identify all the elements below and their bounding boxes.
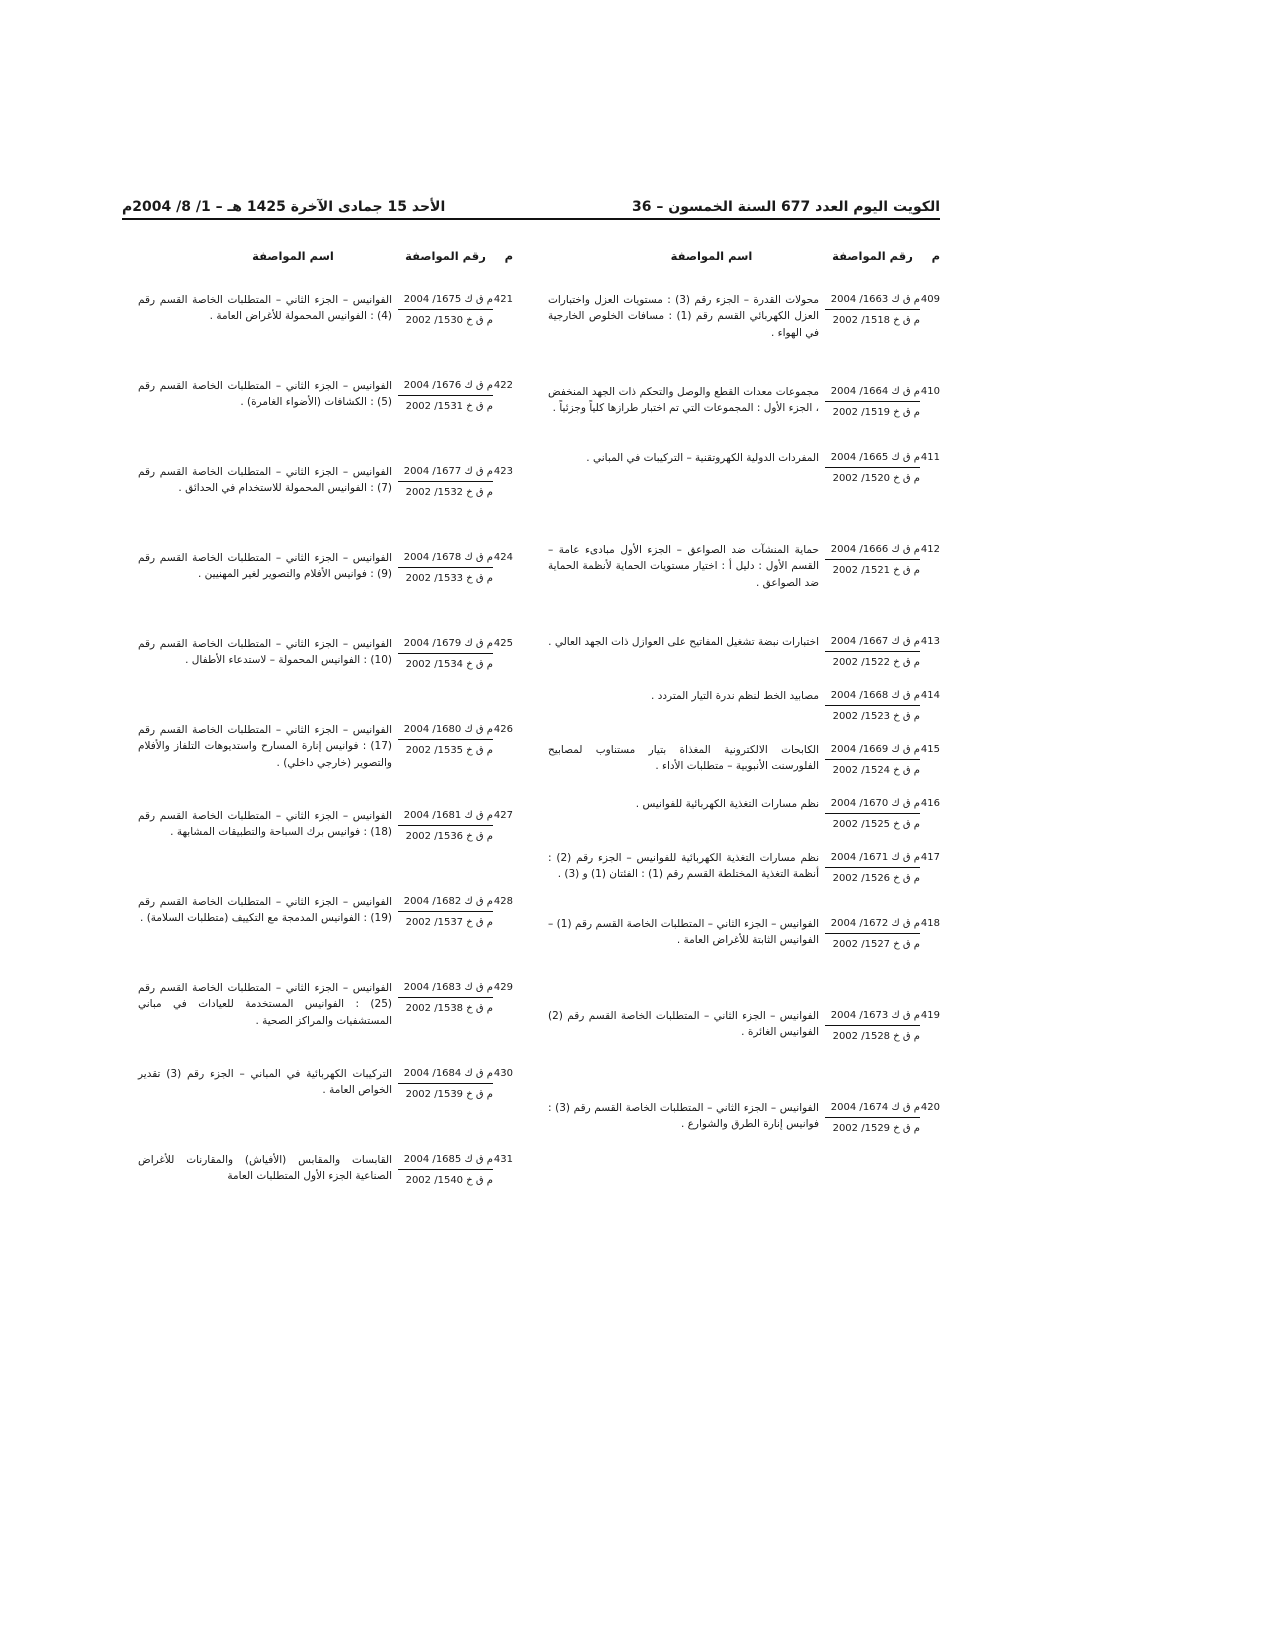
- entry-title: اختبارات نبضة تشغيل المفاتيح على العوازل ذات الجهد العالي .: [548, 636, 819, 648]
- entry-code-kuwait: م ق ك 1666/ 2004: [825, 542, 920, 560]
- entry-number: 416: [920, 798, 940, 809]
- header-code: رقم المواصفة: [405, 249, 486, 264]
- entry-codes: [825, 916, 920, 952]
- standard-entry: [138, 292, 513, 378]
- entry-number: 425: [493, 638, 513, 649]
- entry-codes: [398, 550, 493, 586]
- entry-codes: [398, 722, 493, 758]
- entry-number: 423: [493, 466, 513, 477]
- entry-codes: [825, 796, 920, 832]
- entry-codes: [825, 634, 920, 670]
- entry-code-kuwait: م ق ك 1678/ 2004: [398, 550, 493, 568]
- entry-number: 424: [493, 552, 513, 563]
- entry-code-gulf: م ق خ 1533/ 2002: [405, 572, 493, 584]
- entry-number: 410: [920, 386, 940, 397]
- entry-code-kuwait: م ق ك 1684/ 2004: [398, 1066, 493, 1084]
- entry-title: مصابيد الخط لنظم ندرة التيار المتردد .: [651, 690, 819, 702]
- entry-number: 418: [920, 918, 940, 929]
- entry-number: 422: [493, 380, 513, 391]
- standard-entry: [138, 378, 513, 464]
- entry-code-gulf: م ق خ 1535/ 2002: [405, 744, 493, 756]
- entry-title: الفوانيس – الجزء الثاني – المتطلبات الخاصة القسم رقم (25) : الفوانيس المستخدمة للعيادات في مباني المستشفيات والمراكز الصحية .: [138, 982, 392, 1027]
- entry-number: 430: [493, 1068, 513, 1079]
- entry-code-kuwait: م ق ك 1682/ 2004: [398, 894, 493, 912]
- entry-code-kuwait: م ق ك 1685/ 2004: [398, 1152, 493, 1170]
- entry-code-kuwait: م ق ك 1677/ 2004: [398, 464, 493, 482]
- standard-entry: [548, 850, 940, 916]
- entry-code-gulf: م ق خ 1520/ 2002: [832, 472, 920, 484]
- entry-number: 415: [920, 744, 940, 755]
- entry-code-gulf: م ق خ 1536/ 2002: [405, 830, 493, 842]
- entry-title: نظم مسارات التغذية الكهربائية للفوانيس .: [635, 798, 819, 810]
- standard-entry: [548, 384, 940, 450]
- entry-number: 419: [920, 1010, 940, 1021]
- entry-code-kuwait: م ق ك 1683/ 2004: [398, 980, 493, 998]
- entry-number: 417: [920, 852, 940, 863]
- standard-entry: [548, 796, 940, 850]
- entry-codes: [825, 1008, 920, 1044]
- entry-number: 428: [493, 896, 513, 907]
- entry-code-gulf: م ق خ 1534/ 2002: [405, 658, 493, 670]
- entry-codes: [825, 450, 920, 486]
- entry-code-gulf: م ق خ 1522/ 2002: [832, 656, 920, 668]
- entry-title: الفوانيس – الجزء الثاني – المتطلبات الخاصة القسم رقم (3) : فوانيس إنارة الطرق والشوارع .: [548, 1102, 819, 1131]
- entry-code-kuwait: م ق ك 1670/ 2004: [825, 796, 920, 814]
- entry-title: مجموعات معدات القطع والوصل والتحكم ذات الجهد المنخفض ، الجزء الأول : المجموعات التي تم اختبار طرازها كلياً وجزئياً .: [548, 386, 819, 415]
- entry-code-gulf: م ق خ 1532/ 2002: [405, 486, 493, 498]
- standard-entry: [138, 464, 513, 550]
- entry-title: محولات القدرة – الجزء رقم (3) : مستويات العزل واختبارات العزل الكهربائي القسم رقم (1) : مسافات الخلوص الخارجية في الهواء .: [548, 294, 819, 339]
- entry-code-kuwait: م ق ك 1671/ 2004: [825, 850, 920, 868]
- header-num: م: [504, 249, 513, 264]
- header-name: اسم المواصفة: [252, 249, 334, 264]
- entry-code-kuwait: م ق ك 1669/ 2004: [825, 742, 920, 760]
- left-column-header: [138, 248, 513, 266]
- entry-title: الفوانيس – الجزء الثاني – المتطلبات الخاصة القسم رقم (7) : الفوانيس المحمولة للاستخدام في الحدائق .: [138, 466, 392, 495]
- entry-code-gulf: م ق خ 1525/ 2002: [832, 818, 920, 830]
- entry-code-gulf: م ق خ 1529/ 2002: [832, 1122, 920, 1134]
- left-column: [138, 248, 513, 1238]
- entry-code-gulf: م ق خ 1527/ 2002: [832, 938, 920, 950]
- entry-code-kuwait: م ق ك 1680/ 2004: [398, 722, 493, 740]
- standard-entry: [548, 634, 940, 688]
- entry-number: 409: [920, 294, 940, 305]
- entry-codes: [398, 1066, 493, 1102]
- entry-title: الفوانيس – الجزء الثاني – المتطلبات الخاصة القسم رقم (2) الفوانيس الغائرة .: [548, 1010, 819, 1039]
- entry-title: الفوانيس – الجزء الثاني – المتطلبات الخاصة القسم رقم (5) : الكشافات (الأضواء الغامرة) .: [138, 380, 392, 409]
- entry-code-gulf: م ق خ 1526/ 2002: [832, 872, 920, 884]
- entry-title: الفوانيس – الجزء الثاني – المتطلبات الخاصة القسم رقم (19) : الفوانيس المدمجة مع التكييف (متطلبات السلامة) .: [138, 896, 392, 925]
- standard-entry: [548, 1100, 940, 1192]
- entry-number: 427: [493, 810, 513, 821]
- standard-entry: [548, 450, 940, 542]
- standard-entry: [138, 636, 513, 722]
- entry-code-kuwait: م ق ك 1673/ 2004: [825, 1008, 920, 1026]
- entry-number: 426: [493, 724, 513, 735]
- entry-codes: [825, 384, 920, 420]
- header-date: الأحد 15 جمادى الآخرة 1425 هـ – 1/ 8/ 2004م: [122, 199, 446, 215]
- entry-codes: [398, 378, 493, 414]
- header-publication: الكويت اليوم العدد 677 السنة الخمسون – 36: [632, 199, 940, 215]
- entry-codes: [398, 636, 493, 672]
- entry-codes: [398, 808, 493, 844]
- entry-code-kuwait: م ق ك 1664/ 2004: [825, 384, 920, 402]
- header-num: م: [931, 249, 940, 264]
- entry-code-kuwait: م ق ك 1665/ 2004: [825, 450, 920, 468]
- entry-title: الفوانيس – الجزء الثاني – المتطلبات الخاصة القسم رقم (1) – الفوانيس الثابتة للأغراض العامة .: [548, 918, 819, 947]
- entry-code-gulf: م ق خ 1518/ 2002: [832, 314, 920, 326]
- entry-codes: [398, 1152, 493, 1188]
- entry-title: التركيبات الكهربائية في المباني – الجزء رقم (3) تقدير الخواص العامة .: [138, 1068, 392, 1097]
- entry-code-kuwait: م ق ك 1676/ 2004: [398, 378, 493, 396]
- entry-codes: [825, 688, 920, 724]
- standard-entry: [548, 742, 940, 796]
- entry-code-kuwait: م ق ك 1674/ 2004: [825, 1100, 920, 1118]
- entry-title: الفوانيس – الجزء الثاني – المتطلبات الخاصة القسم رقم (17) : فوانيس إنارة المسارح واستديوهات التلفاز والأفلام والتصوير (خارجي داخلي) .: [138, 724, 392, 769]
- standard-entry: [548, 688, 940, 742]
- standard-entry: [548, 1008, 940, 1100]
- entry-number: 412: [920, 544, 940, 555]
- entry-number: 421: [493, 294, 513, 305]
- entry-codes: [825, 542, 920, 578]
- right-column-header: [548, 248, 940, 266]
- entry-codes: [825, 850, 920, 886]
- entry-title: حماية المنشآت ضد الصواعق – الجزء الأول مبادىء عامة – القسم الأول : دليل أ : اختيار مستويات الحماية لأنظمة الحماية ضد الصواعق .: [548, 544, 819, 589]
- entry-code-gulf: م ق خ 1530/ 2002: [405, 314, 493, 326]
- entry-number: 431: [493, 1154, 513, 1165]
- entry-codes: [825, 292, 920, 328]
- standard-entry: [548, 292, 940, 384]
- standard-entry: [138, 808, 513, 894]
- entry-code-gulf: م ق خ 1519/ 2002: [832, 406, 920, 418]
- standard-entry: [138, 550, 513, 636]
- standard-entry: [138, 894, 513, 980]
- header-name: اسم المواصفة: [670, 249, 753, 264]
- entry-code-gulf: م ق خ 1521/ 2002: [832, 564, 920, 576]
- entry-number: 411: [920, 452, 940, 463]
- entry-title: الفوانيس – الجزء الثاني – المتطلبات الخاصة القسم رقم (9) : فوانيس الأفلام والتصوير لغير المهنيين .: [138, 552, 392, 581]
- entry-code-kuwait: م ق ك 1679/ 2004: [398, 636, 493, 654]
- entry-code-kuwait: م ق ك 1663/ 2004: [825, 292, 920, 310]
- entry-code-kuwait: م ق ك 1667/ 2004: [825, 634, 920, 652]
- entry-code-gulf: م ق خ 1538/ 2002: [405, 1002, 493, 1014]
- entry-code-gulf: م ق خ 1524/ 2002: [832, 764, 920, 776]
- page-header: [122, 190, 940, 220]
- entry-number: 414: [920, 690, 940, 701]
- entry-title: الفوانيس – الجزء الثاني – المتطلبات الخاصة القسم رقم (10) : الفوانيس المحمولة – لاستدعاء الأطفال .: [138, 638, 392, 667]
- entry-code-gulf: م ق خ 1523/ 2002: [832, 710, 920, 722]
- entry-title: نظم مسارات التغذية الكهربائية للفوانيس – الجزء رقم (2) : أنظمة التغذية المختلطة القسم رقم (1) : الفئتان (1) و (3) .: [548, 852, 819, 881]
- entry-code-kuwait: م ق ك 1668/ 2004: [825, 688, 920, 706]
- entry-title: المفردات الدولية الكهروتقنية – التركيبات في المباني .: [586, 452, 819, 464]
- entry-codes: [825, 1100, 920, 1136]
- entry-number: 420: [920, 1102, 940, 1113]
- standard-entry: [138, 722, 513, 808]
- entry-code-gulf: م ق خ 1531/ 2002: [405, 400, 493, 412]
- standard-entry: [138, 1152, 513, 1238]
- entry-number: 429: [493, 982, 513, 993]
- entry-number: 413: [920, 636, 940, 647]
- entry-title: الفوانيس – الجزء الثاني – المتطلبات الخاصة القسم رقم (18) : فوانيس برك السباحة والتطبيقات المشابهة .: [138, 810, 392, 839]
- header-code: رقم المواصفة: [832, 249, 913, 264]
- right-column: [548, 248, 940, 1192]
- entry-code-gulf: م ق خ 1537/ 2002: [405, 916, 493, 928]
- entry-codes: [825, 742, 920, 778]
- entry-title: الكابحات الالكترونية المغذاة بتيار مستناوب لمصابيح الفلورسنت الأنبوبية – متطلبات الأداء .: [548, 744, 819, 773]
- entry-code-gulf: م ق خ 1539/ 2002: [405, 1088, 493, 1100]
- standard-entry: [138, 980, 513, 1066]
- entry-codes: [398, 292, 493, 328]
- standard-entry: [548, 916, 940, 1008]
- entry-codes: [398, 894, 493, 930]
- entry-codes: [398, 980, 493, 1016]
- entry-code-kuwait: م ق ك 1672/ 2004: [825, 916, 920, 934]
- entry-title: الفوانيس – الجزء الثاني – المتطلبات الخاصة القسم رقم (4) : الفوانيس المحمولة للأغراض العامة .: [138, 294, 392, 323]
- standard-entry: [138, 1066, 513, 1152]
- entry-code-kuwait: م ق ك 1675/ 2004: [398, 292, 493, 310]
- entry-code-gulf: م ق خ 1528/ 2002: [832, 1030, 920, 1042]
- entry-code-gulf: م ق خ 1540/ 2002: [405, 1174, 493, 1186]
- right-entry-list: [548, 292, 940, 1192]
- entry-code-kuwait: م ق ك 1681/ 2004: [398, 808, 493, 826]
- left-entry-list: [138, 292, 513, 1238]
- standard-entry: [548, 542, 940, 634]
- entry-codes: [398, 464, 493, 500]
- entry-title: القابسات والمقابس (الأفياش) والمقارنات للأغراض الصناعية الجزء الأول المتطلبات العامة: [138, 1154, 392, 1183]
